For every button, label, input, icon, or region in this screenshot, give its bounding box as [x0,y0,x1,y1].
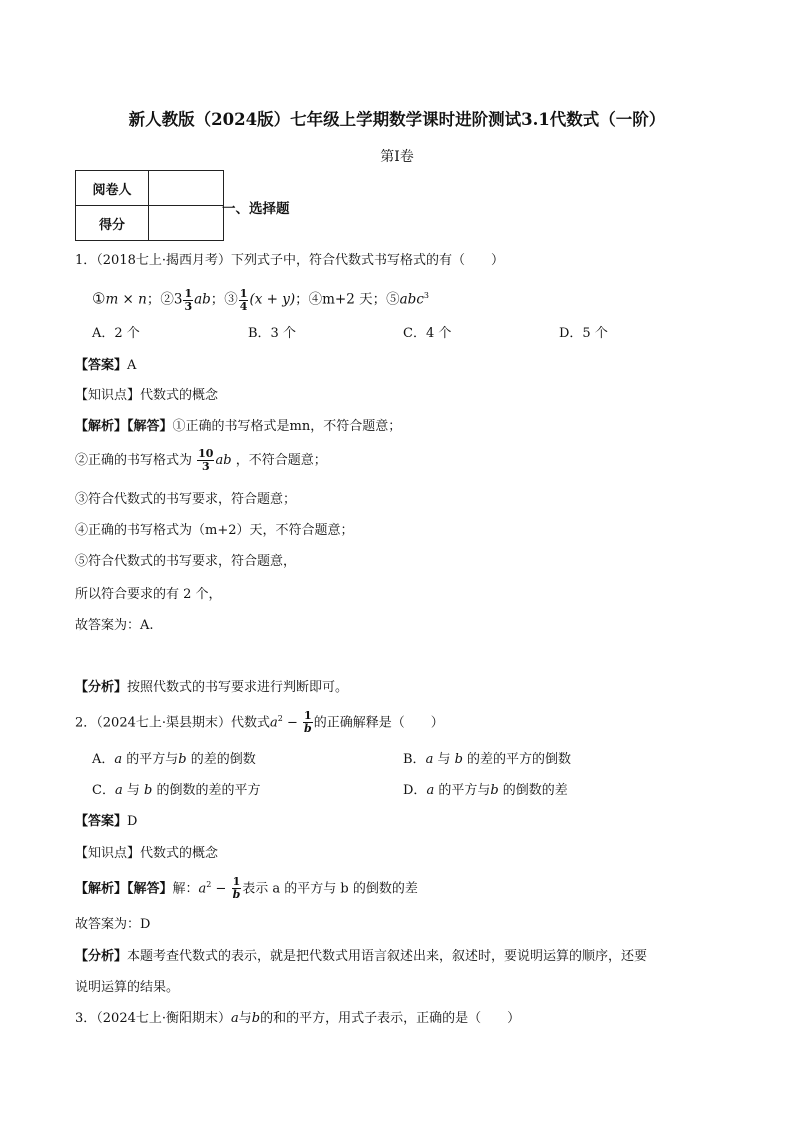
q1-expr-3-frac [239,288,249,313]
option-var: a [425,752,434,767]
q2-option-c [92,779,260,798]
frac-num: 10 [198,447,214,460]
option-text: 的差的平方的倒数 [462,752,572,767]
option-var: a [114,752,123,767]
q1-analysis-line-6: 所以符合要求的有 2 个， [75,587,222,602]
analysis-text: 解： [172,881,199,897]
frac-den: 3 [184,299,193,313]
answer-label: 【答案】 [75,814,128,829]
frac-num: 1 [239,286,248,300]
q2-option-d [403,779,568,798]
q2-stem-post: 的正确解释是（ ） [313,715,444,731]
fenxi-text: 按照代数式的书写要求进行判断即可。 [127,680,349,695]
q2-knowledge-point [75,842,218,861]
option-var: a [114,783,123,798]
option-var: b [454,752,463,767]
q3-var-a: a [231,1011,239,1026]
frac-den: 4 [239,299,248,313]
q2-conclusion: 故答案为：D [75,917,151,932]
q1-analysis-line-4: ④正确的书写格式为（m+2）天，不符合题意； [75,523,354,538]
q2-analysis [75,872,418,902]
q1-expr-1: m × n [105,291,147,308]
grader-blank [149,171,224,206]
score-label: 得分 [76,206,149,241]
frac-num: 1 [232,875,241,889]
option-var: a [426,783,435,798]
option-label: B． [403,752,426,767]
q1-analysis [75,415,401,434]
section-heading: 一、选择题 [222,201,290,217]
q1-item-marker: ① [92,289,106,308]
kp-value: 代数式的概念 [140,846,219,861]
q3-stem-pre: 3．（2024七上·衡阳期末） [75,1011,231,1026]
analysis-frac [197,448,214,473]
analysis-minus: − [211,881,231,897]
frac-den: 3 [201,460,210,473]
q1-item-sep: ；② [146,291,174,308]
q1-items [92,284,429,313]
q3-text: 与 [238,1011,252,1026]
option-text: 的倒数的差 [498,783,568,798]
analysis-frac [232,876,242,901]
fenxi-label: 【分析】 [75,680,128,695]
q3-var-b: b [251,1011,261,1026]
q2-stem [75,706,444,736]
frac-den: b [304,722,312,736]
option-text: 的平方与 [434,783,491,798]
q1-conclusion: 故答案为：A. [75,618,154,633]
option-text: 的平方与 [122,752,179,767]
frac-den: b [232,888,241,902]
analysis-label: 【解析】【解答】 [75,419,173,434]
analysis-line: ①正确的书写格式是mn，不符合题意； [172,419,402,434]
q2-exp: 2 [277,714,283,723]
answer-value: A [127,358,137,373]
frac-num: 1 [184,286,193,300]
q2-option-a [92,748,256,767]
q1-analysis-line-3: ③符合代数式的书写要求，符合题意； [75,492,297,507]
option-text: 的倒数的差的平方 [152,783,261,798]
answer-label: 【答案】 [75,358,128,373]
q1-analysis-line-5: ⑤符合代数式的书写要求，符合题意， [75,554,297,569]
grader-table [75,170,224,241]
analysis-exp: 2 [206,880,212,889]
option-label: D． [403,783,427,798]
document-title: 新人教版（2024版）七年级上学期数学课时进阶测试3.1代数式（一阶） [128,110,666,129]
kp-label: 【知识点】 [75,388,141,403]
option-label: A． [92,752,115,767]
q2-fenxi-line-2: 说明运算的结果。 [75,980,180,995]
q1-expr-5: abc [399,291,424,308]
analysis-label: 【解析】【解答】 [75,881,173,897]
analysis-text: ，不符合题意； [235,453,327,468]
score-blank [149,206,224,241]
kp-value: 代数式的概念 [140,388,219,403]
option-text: 的差的倒数 [186,752,256,767]
q1-option-c: C．4 个 [403,326,452,341]
q1-item-sep: ；③ [210,291,238,308]
option-var: b [178,752,187,767]
q2-answer [75,810,137,829]
fenxi-text: 本题考查代数式的表示，就是把代数式用语言叙述出来，叙述时，要说明运算的顺序，还要 [127,949,648,964]
analysis-text: ②正确的书写格式为 [75,453,193,468]
q1-stem: 1．（2018七上·揭西月考）下列式子中，符合代数式书写格式的有（ ） [75,253,504,268]
q1-answer [75,354,136,373]
kp-label: 【知识点】 [75,846,141,861]
q2-stem-pre: 2．（2024七上·渠县期末）代数式 [75,715,270,731]
q2-fenxi [75,945,647,964]
answer-value: D [127,814,138,829]
q1-option-d: D．5 个 [559,326,608,341]
q1-expr-2-whole: 3 [173,291,183,308]
q1-expr-2-var: ab [194,291,211,308]
q1-knowledge-point [75,384,218,403]
q2-var-a: a [270,715,278,731]
frac-num: 1 [304,709,312,723]
q2-minus: − [282,715,303,731]
option-var: b [143,783,153,798]
analysis-var: a [198,881,207,897]
q3-stem [75,1007,520,1026]
option-text: 与 [122,783,144,798]
q1-option-a: A．2 个 [92,326,140,341]
option-var: b [490,783,499,798]
document-subtitle: 第Ⅰ卷 [380,149,414,165]
q1-expr-3-var: (x + y) [249,291,296,308]
option-text: 与 [433,752,455,767]
q1-expr-5-exp: 3 [423,291,429,300]
q1-item-sep: ；④m+2 天；⑤ [295,291,400,308]
fenxi-label: 【分析】 [75,949,128,964]
analysis-text: 表示 a 的平方与 b 的倒数的差 [242,881,418,897]
grader-label: 阅卷人 [76,171,149,206]
q3-stem-post: 的和的平方，用式子表示，正确的是（ ） [260,1011,521,1026]
analysis-var: ab [215,453,232,468]
q1-fenxi [75,676,348,695]
option-label: C． [92,783,115,798]
q1-expr-2-frac [183,288,193,313]
q2-option-b [403,748,571,767]
q2-frac [303,710,313,735]
q1-option-b: B．3 个 [248,326,296,341]
q1-analysis-line-2 [75,448,327,474]
